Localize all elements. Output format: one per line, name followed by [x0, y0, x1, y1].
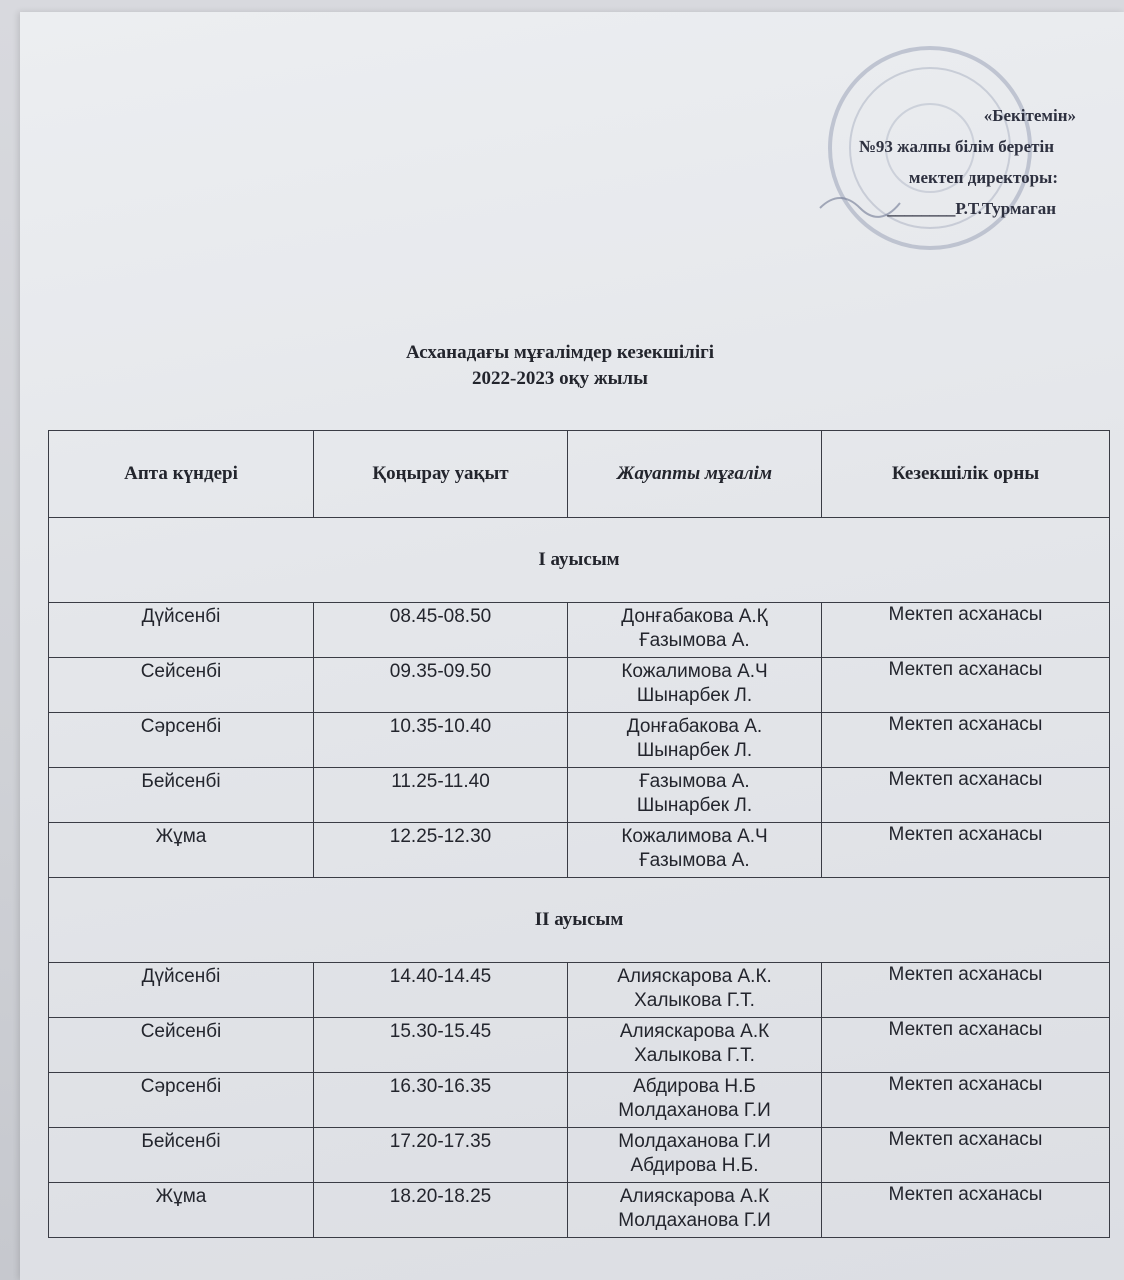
header-teacher: Жауапты мұғалім: [567, 431, 821, 517]
table-row: [49, 1182, 1109, 1237]
teacher-2: Халыкова Г.Т.: [634, 990, 755, 1011]
table-row: [49, 822, 1109, 877]
table-row: [49, 962, 1109, 1017]
title-line-1: Асханадағы мұғалімдер кезекшілігі: [405, 342, 715, 363]
duty-schedule-table: [48, 430, 1110, 1238]
approval-line-1: «Бекітемін»: [983, 106, 1076, 125]
approval-line-3: мектеп директоры:: [908, 168, 1058, 187]
row-day: Дүйсенбі: [141, 966, 221, 987]
row-teachers: [567, 1183, 821, 1237]
row-place: Мектеп асханасы: [821, 713, 1109, 767]
row-time: 16.30-16.35: [313, 1073, 567, 1127]
teacher-2: Шынарбек Л.: [636, 740, 753, 761]
table-header-row: [49, 431, 1109, 517]
row-teachers: [567, 1128, 821, 1182]
teacher-2: Ғазымова А.: [639, 630, 750, 651]
row-place: Мектеп асханасы: [821, 603, 1109, 657]
table-row: [49, 712, 1109, 767]
teacher-2: Молдаханова Г.И: [618, 1210, 771, 1231]
teacher-1: Алияскарова А.К: [619, 1186, 770, 1207]
row-day: Сейсенбі: [140, 1021, 222, 1042]
teacher-2: Шынарбек Л.: [636, 795, 753, 816]
approval-line-2: №93 жалпы білім беретін: [858, 137, 1054, 156]
header-bell-time: Қоңырау уақыт: [313, 431, 567, 517]
teacher-2: Ғазымова А.: [639, 850, 750, 871]
row-place: Мектеп асханасы: [821, 658, 1109, 712]
row-teachers: [567, 1018, 821, 1072]
shift-2-label: II ауысым: [49, 877, 1109, 962]
row-teachers: [567, 823, 821, 877]
row-place: Мектеп асханасы: [821, 823, 1109, 877]
approval-block: [740, 100, 1124, 224]
row-day: Сәрсенбі: [140, 716, 222, 737]
teacher-2: Шынарбек Л.: [636, 685, 753, 706]
row-day: Бейсенбі: [141, 1131, 221, 1152]
row-place: Мектеп асханасы: [821, 768, 1109, 822]
teacher-1: Абдирова Н.Б: [633, 1076, 756, 1097]
row-day: Сейсенбі: [140, 661, 222, 682]
teacher-1: Кожалимова А.Ч: [621, 661, 768, 682]
row-place: Мектеп асханасы: [821, 1018, 1109, 1072]
row-teachers: [567, 963, 821, 1017]
teacher-2: Молдаханова Г.И: [618, 1100, 771, 1121]
document-title: [160, 340, 960, 392]
shift-1-label: I ауысым: [49, 517, 1109, 602]
teacher-1: Алияскарова А.К.: [617, 966, 772, 987]
table-row: [49, 767, 1109, 822]
row-day: Бейсенбі: [141, 771, 221, 792]
row-place: Мектеп асханасы: [821, 963, 1109, 1017]
row-time: 09.35-09.50: [313, 658, 567, 712]
row-teachers: [567, 713, 821, 767]
teacher-1: Кожалимова А.Ч: [621, 826, 768, 847]
row-place: Мектеп асханасы: [821, 1128, 1109, 1182]
table-row: [49, 1127, 1109, 1182]
teacher-1: Алияскарова А.К: [619, 1021, 770, 1042]
table-row: [49, 602, 1109, 657]
row-time: 18.20-18.25: [313, 1183, 567, 1237]
row-time: 12.25-12.30: [313, 823, 567, 877]
table-row: [49, 657, 1109, 712]
teacher-1: Молдаханова Г.И: [618, 1131, 771, 1152]
teacher-2: Халыкова Г.Т.: [634, 1045, 755, 1066]
row-teachers: [567, 768, 821, 822]
row-place: Мектеп асханасы: [821, 1183, 1109, 1237]
teacher-2: Абдирова Н.Б.: [630, 1155, 759, 1176]
row-day: Жұма: [155, 1186, 207, 1207]
header-duty-place: Кезекшілік орны: [821, 431, 1109, 517]
row-time: 15.30-15.45: [313, 1018, 567, 1072]
row-time: 14.40-14.45: [313, 963, 567, 1017]
teacher-1: Донғабакова А.: [626, 716, 763, 737]
row-teachers: [567, 658, 821, 712]
row-teachers: [567, 603, 821, 657]
approval-signature-line: ________Р.Т.Турмаган: [887, 199, 1056, 218]
title-line-2: 2022-2023 оқу жылы: [472, 368, 648, 389]
row-day: Дүйсенбі: [141, 606, 221, 627]
table-row: [49, 1072, 1109, 1127]
row-time: 08.45-08.50: [313, 603, 567, 657]
row-day: Жұма: [155, 826, 207, 847]
teacher-1: Донғабакова А.Қ: [621, 606, 768, 627]
row-time: 11.25-11.40: [313, 768, 567, 822]
row-time: 10.35-10.40: [313, 713, 567, 767]
row-place: Мектеп асханасы: [821, 1073, 1109, 1127]
teacher-1: Ғазымова А.: [639, 771, 750, 792]
row-teachers: [567, 1073, 821, 1127]
row-time: 17.20-17.35: [313, 1128, 567, 1182]
row-day: Сәрсенбі: [140, 1076, 222, 1097]
table-row: [49, 1017, 1109, 1072]
header-weekday: Апта күндері: [124, 463, 238, 484]
